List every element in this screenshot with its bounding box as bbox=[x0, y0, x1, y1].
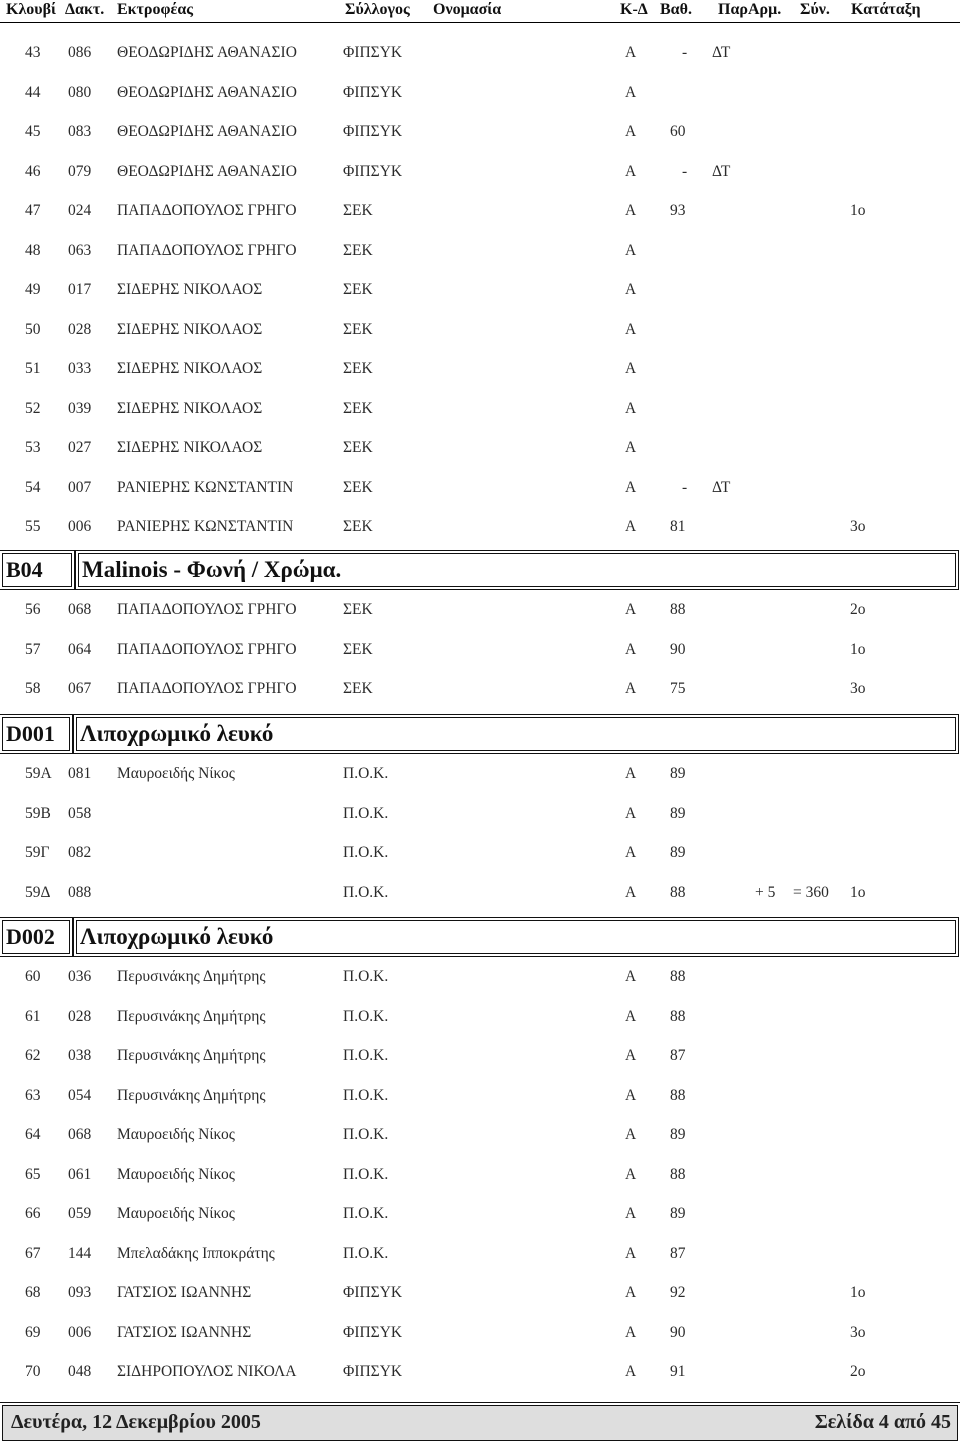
cell-rank: 2ο bbox=[850, 601, 866, 618]
cell-num: 57 bbox=[25, 641, 41, 658]
cell-kd: Α bbox=[625, 1245, 637, 1262]
table-row bbox=[0, 884, 960, 904]
page-footer bbox=[2, 1405, 958, 1441]
cell-score: 88 bbox=[670, 884, 686, 901]
table-row bbox=[0, 281, 960, 301]
section-title: Λιποχρωμικό λευκό bbox=[76, 920, 956, 954]
cell-kd: Α bbox=[625, 765, 637, 782]
cell-club: Π.Ο.Κ. bbox=[343, 884, 389, 901]
cell-total: = 360 bbox=[793, 884, 829, 901]
section-code: B04 bbox=[2, 553, 72, 587]
cell-score: 87 bbox=[670, 1245, 686, 1262]
section-title: Malinois - Φωνή / Χρώμα. bbox=[78, 553, 956, 587]
cell-ring: 079 bbox=[68, 163, 92, 180]
table-row bbox=[0, 439, 960, 459]
cell-num: 47 bbox=[25, 202, 41, 219]
cell-breeder: Περυσινάκης Δημήτρης bbox=[117, 968, 266, 985]
cell-num: 65 bbox=[25, 1166, 41, 1183]
cell-breeder: ΠΑΠΑΔΟΠΟΥΛΟΣ ΓΡΗΓΟ bbox=[117, 601, 297, 618]
cell-kd: Α bbox=[625, 805, 637, 822]
cell-breeder: ΓΑΤΣΙΟΣ ΙΩΑΝΝΗΣ bbox=[117, 1284, 252, 1301]
cell-dt: ΔΤ bbox=[712, 479, 731, 496]
cell-kd: Α bbox=[625, 360, 637, 377]
header-grade: Βαθ. bbox=[660, 1, 692, 18]
header-club: Σύλλογος bbox=[345, 1, 410, 18]
cell-score: 88 bbox=[670, 1087, 686, 1104]
cell-breeder: ΣΙΔΕΡΗΣ ΝΙΚΟΛΑΟΣ bbox=[117, 321, 263, 338]
cell-club: ΣΕΚ bbox=[343, 518, 373, 535]
cell-num: 63 bbox=[25, 1087, 41, 1104]
cell-club: ΣΕΚ bbox=[343, 680, 373, 697]
table-row bbox=[0, 641, 960, 661]
cell-ring: 144 bbox=[68, 1245, 92, 1262]
cell-ring: 068 bbox=[68, 601, 92, 618]
cell-breeder: ΘΕΟΔΩΡΙΔΗΣ ΑΘΑΝΑΣΙΟ bbox=[117, 123, 297, 140]
cell-club: ΣΕΚ bbox=[343, 400, 373, 417]
cell-ring: 033 bbox=[68, 360, 92, 377]
cell-breeder: ΘΕΟΔΩΡΙΔΗΣ ΑΘΑΝΑΣΙΟ bbox=[117, 44, 297, 61]
cell-num: 52 bbox=[25, 400, 41, 417]
header-name: Ονομασία bbox=[433, 1, 502, 18]
cell-kd: Α bbox=[625, 123, 637, 140]
cell-ring: 058 bbox=[68, 805, 92, 822]
cell-ring: 048 bbox=[68, 1363, 92, 1380]
header-arm: Αρμ. bbox=[748, 1, 782, 18]
table-row bbox=[0, 1047, 960, 1067]
cell-breeder: ΣΙΔΕΡΗΣ ΝΙΚΟΛΑΟΣ bbox=[117, 360, 263, 377]
cell-club: ΣΕΚ bbox=[343, 439, 373, 456]
table-row bbox=[0, 360, 960, 380]
cell-score: 93 bbox=[670, 202, 686, 219]
cell-kd: Α bbox=[625, 44, 637, 61]
cell-num: 70 bbox=[25, 1363, 41, 1380]
cell-breeder: ΡΑΝΙΕΡΗΣ ΚΩΝΣΤΑΝΤΙΝ bbox=[117, 479, 294, 496]
cell-ring: 082 bbox=[68, 844, 92, 861]
cell-club: Π.Ο.Κ. bbox=[343, 844, 389, 861]
cell-breeder: ΣΙΔΕΡΗΣ ΝΙΚΟΛΑΟΣ bbox=[117, 281, 263, 298]
cell-score: 89 bbox=[670, 805, 686, 822]
cell-dash: - bbox=[682, 163, 688, 180]
cell-club: Π.Ο.Κ. bbox=[343, 1126, 389, 1143]
header-breeder: Εκτροφέας bbox=[117, 1, 193, 18]
cell-club: ΣΕΚ bbox=[343, 479, 373, 496]
table-row bbox=[0, 844, 960, 864]
cell-club: Π.Ο.Κ. bbox=[343, 1245, 389, 1262]
cell-score: 88 bbox=[670, 1166, 686, 1183]
table-row bbox=[0, 242, 960, 262]
cell-ring: 027 bbox=[68, 439, 92, 456]
cell-kd: Α bbox=[625, 844, 637, 861]
cell-kd: Α bbox=[625, 1047, 637, 1064]
section-code: D001 bbox=[2, 717, 70, 751]
cell-ring: 083 bbox=[68, 123, 92, 140]
table-row bbox=[0, 202, 960, 222]
cell-num: 46 bbox=[25, 163, 41, 180]
cell-kd: Α bbox=[625, 1284, 637, 1301]
table-row bbox=[0, 400, 960, 420]
table-row bbox=[0, 163, 960, 183]
cell-ring: 093 bbox=[68, 1284, 92, 1301]
cell-kd: Α bbox=[625, 242, 637, 259]
cell-score: 75 bbox=[670, 680, 686, 697]
section-header-d001 bbox=[2, 717, 956, 751]
page-number: Σελίδα 4 από 45 bbox=[814, 1411, 951, 1433]
table-row bbox=[0, 1324, 960, 1344]
cell-score: 88 bbox=[670, 601, 686, 618]
cell-kd: Α bbox=[625, 321, 637, 338]
cell-ring: 007 bbox=[68, 479, 92, 496]
table-row bbox=[0, 1363, 960, 1383]
cell-rank: 1ο bbox=[850, 1284, 866, 1301]
cell-dt: ΔΤ bbox=[712, 44, 731, 61]
table-row bbox=[0, 321, 960, 341]
cell-ring: 028 bbox=[68, 1008, 92, 1025]
cell-kd: Α bbox=[625, 518, 637, 535]
cell-num: 64 bbox=[25, 1126, 41, 1143]
cell-kd: Α bbox=[625, 680, 637, 697]
cell-club: Π.Ο.Κ. bbox=[343, 765, 389, 782]
cell-club: Π.Ο.Κ. bbox=[343, 968, 389, 985]
cell-breeder: Περυσινάκης Δημήτρης bbox=[117, 1047, 266, 1064]
cell-ring: 081 bbox=[68, 765, 92, 782]
cell-ring: 086 bbox=[68, 44, 92, 61]
cell-club: ΦΙΠΣΥΚ bbox=[343, 44, 403, 61]
cell-num: 55 bbox=[25, 518, 41, 535]
table-row bbox=[0, 1284, 960, 1304]
cell-club: ΦΙΠΣΥΚ bbox=[343, 1284, 403, 1301]
cell-club: ΦΙΠΣΥΚ bbox=[343, 1324, 403, 1341]
section-code: D002 bbox=[2, 920, 70, 954]
cell-kd: Α bbox=[625, 601, 637, 618]
cell-breeder: ΘΕΟΔΩΡΙΔΗΣ ΑΘΑΝΑΣΙΟ bbox=[117, 84, 297, 101]
cell-club: ΦΙΠΣΥΚ bbox=[343, 1363, 403, 1380]
table-row bbox=[0, 1205, 960, 1225]
cell-club: Π.Ο.Κ. bbox=[343, 1047, 389, 1064]
cell-num: 43 bbox=[25, 44, 41, 61]
cell-breeder: ΠΑΠΑΔΟΠΟΥΛΟΣ ΓΡΗΓΟ bbox=[117, 242, 297, 259]
cell-kd: Α bbox=[625, 1166, 637, 1183]
cell-num: 58 bbox=[25, 680, 41, 697]
cell-club: ΦΙΠΣΥΚ bbox=[343, 84, 403, 101]
table-row bbox=[0, 1166, 960, 1186]
cell-num: 53 bbox=[25, 439, 41, 456]
cell-ring: 006 bbox=[68, 1324, 92, 1341]
cell-score: 90 bbox=[670, 1324, 686, 1341]
cell-ring: 028 bbox=[68, 321, 92, 338]
cell-club: ΣΕΚ bbox=[343, 321, 373, 338]
cell-score: 89 bbox=[670, 844, 686, 861]
cell-num: 59Α bbox=[25, 765, 52, 782]
cell-ring: 036 bbox=[68, 968, 92, 985]
cell-breeder: ΠΑΠΑΔΟΠΟΥΛΟΣ ΓΡΗΓΟ bbox=[117, 202, 297, 219]
table-row bbox=[0, 1126, 960, 1146]
cell-breeder: Περυσινάκης Δημήτρης bbox=[117, 1008, 266, 1025]
cell-ring: 088 bbox=[68, 884, 92, 901]
cell-dash: - bbox=[682, 44, 688, 61]
cell-club: ΣΕΚ bbox=[343, 281, 373, 298]
cell-breeder: Μαυροειδής Νίκος bbox=[117, 1205, 235, 1222]
cell-num: 59Δ bbox=[25, 884, 51, 901]
cell-breeder: ΣΙΔΕΡΗΣ ΝΙΚΟΛΑΟΣ bbox=[117, 400, 263, 417]
cell-rank: 3ο bbox=[850, 1324, 866, 1341]
table-row bbox=[0, 601, 960, 621]
cell-kd: Α bbox=[625, 202, 637, 219]
cell-ring: 080 bbox=[68, 84, 92, 101]
cell-kd: Α bbox=[625, 1126, 637, 1143]
cell-rank: 3ο bbox=[850, 518, 866, 535]
cell-breeder: Μαυροειδής Νίκος bbox=[117, 1126, 235, 1143]
cell-club: Π.Ο.Κ. bbox=[343, 1087, 389, 1104]
cell-breeder: ΘΕΟΔΩΡΙΔΗΣ ΑΘΑΝΑΣΙΟ bbox=[117, 163, 297, 180]
cell-num: 56 bbox=[25, 601, 41, 618]
cell-breeder: Μπελαδάκης Ιπποκράτης bbox=[117, 1245, 275, 1262]
cell-club: ΦΙΠΣΥΚ bbox=[343, 163, 403, 180]
cell-club: ΣΕΚ bbox=[343, 242, 373, 259]
cell-club: ΣΕΚ bbox=[343, 202, 373, 219]
cell-num: 66 bbox=[25, 1205, 41, 1222]
table-row bbox=[0, 1245, 960, 1265]
cell-score: 88 bbox=[670, 1008, 686, 1025]
table-row bbox=[0, 123, 960, 143]
cell-rank: 1ο bbox=[850, 202, 866, 219]
cell-dt: ΔΤ bbox=[712, 163, 731, 180]
header-par: Παρ bbox=[718, 1, 748, 18]
cell-kd: Α bbox=[625, 1008, 637, 1025]
cell-kd: Α bbox=[625, 163, 637, 180]
cell-club: ΣΕΚ bbox=[343, 641, 373, 658]
cell-num: 48 bbox=[25, 242, 41, 259]
table-row bbox=[0, 44, 960, 64]
cell-num: 61 bbox=[25, 1008, 41, 1025]
cell-ring: 017 bbox=[68, 281, 92, 298]
cell-num: 60 bbox=[25, 968, 41, 985]
cell-score: 88 bbox=[670, 968, 686, 985]
header-cage: Κλουβί bbox=[6, 1, 56, 18]
table-row bbox=[0, 84, 960, 104]
section-title: Λιποχρωμικό λευκό bbox=[76, 717, 956, 751]
cell-ring: 038 bbox=[68, 1047, 92, 1064]
cell-breeder: Μαυροειδής Νίκος bbox=[117, 1166, 235, 1183]
cell-breeder: ΡΑΝΙΕΡΗΣ ΚΩΝΣΤΑΝΤΙΝ bbox=[117, 518, 294, 535]
cell-club: Π.Ο.Κ. bbox=[343, 1205, 389, 1222]
cell-kd: Α bbox=[625, 1324, 637, 1341]
cell-kd: Α bbox=[625, 884, 637, 901]
footer-date: Δευτέρα, 12 Δεκεμβρίου 2005 bbox=[11, 1411, 261, 1433]
cell-extra: + 5 bbox=[755, 884, 776, 901]
cell-num: 44 bbox=[25, 84, 41, 101]
cell-score: 91 bbox=[670, 1363, 686, 1380]
cell-num: 45 bbox=[25, 123, 41, 140]
cell-club: Π.Ο.Κ. bbox=[343, 1166, 389, 1183]
cell-ring: 063 bbox=[68, 242, 92, 259]
cell-rank: 1ο bbox=[850, 884, 866, 901]
cell-breeder: ΠΑΠΑΔΟΠΟΥΛΟΣ ΓΡΗΓΟ bbox=[117, 641, 297, 658]
cell-breeder: Μαυροειδής Νίκος bbox=[117, 765, 235, 782]
cell-rank: 1ο bbox=[850, 641, 866, 658]
header-kd: Κ-Δ bbox=[620, 1, 648, 18]
table-row bbox=[0, 518, 960, 538]
cell-ring: 054 bbox=[68, 1087, 92, 1104]
cell-club: ΣΕΚ bbox=[343, 601, 373, 618]
cell-kd: Α bbox=[625, 1363, 637, 1380]
cell-kd: Α bbox=[625, 968, 637, 985]
table-row bbox=[0, 765, 960, 785]
cell-num: 50 bbox=[25, 321, 41, 338]
cell-kd: Α bbox=[625, 1087, 637, 1104]
cell-score: 92 bbox=[670, 1284, 686, 1301]
header-rank: Κατάταξη bbox=[851, 1, 921, 18]
cell-rank: 3ο bbox=[850, 680, 866, 697]
cell-ring: 006 bbox=[68, 518, 92, 535]
cell-dash: - bbox=[682, 479, 688, 496]
cell-kd: Α bbox=[625, 439, 637, 456]
cell-score: 89 bbox=[670, 765, 686, 782]
cell-kd: Α bbox=[625, 479, 637, 496]
cell-kd: Α bbox=[625, 84, 637, 101]
cell-score: 81 bbox=[670, 518, 686, 535]
cell-club: ΦΙΠΣΥΚ bbox=[343, 123, 403, 140]
cell-club: Π.Ο.Κ. bbox=[343, 805, 389, 822]
cell-ring: 064 bbox=[68, 641, 92, 658]
header-syn: Σύν. bbox=[800, 1, 830, 18]
cell-ring: 067 bbox=[68, 680, 92, 697]
table-row bbox=[0, 479, 960, 499]
cell-club: ΣΕΚ bbox=[343, 360, 373, 377]
table-row bbox=[0, 1008, 960, 1028]
section-header-b04 bbox=[2, 553, 956, 587]
header-ring: Δακτ. bbox=[65, 1, 105, 18]
cell-num: 69 bbox=[25, 1324, 41, 1341]
cell-num: 68 bbox=[25, 1284, 41, 1301]
cell-kd: Α bbox=[625, 641, 637, 658]
cell-num: 59Β bbox=[25, 805, 51, 822]
cell-num: 51 bbox=[25, 360, 41, 377]
cell-num: 59Γ bbox=[25, 844, 50, 861]
cell-num: 62 bbox=[25, 1047, 41, 1064]
cell-ring: 039 bbox=[68, 400, 92, 417]
section-header-d002 bbox=[2, 920, 956, 954]
cell-breeder: ΓΑΤΣΙΟΣ ΙΩΑΝΝΗΣ bbox=[117, 1324, 252, 1341]
table-row bbox=[0, 805, 960, 825]
cell-score: 90 bbox=[670, 641, 686, 658]
cell-breeder: ΣΙΔΕΡΗΣ ΝΙΚΟΛΑΟΣ bbox=[117, 439, 263, 456]
cell-ring: 061 bbox=[68, 1166, 92, 1183]
table-row bbox=[0, 1087, 960, 1107]
cell-score: 60 bbox=[670, 123, 686, 140]
table-row bbox=[0, 968, 960, 988]
table-row bbox=[0, 680, 960, 700]
cell-num: 54 bbox=[25, 479, 41, 496]
cell-breeder: ΣΙΔΗΡΟΠΟΥΛΟΣ ΝΙΚΟΛΑ bbox=[117, 1363, 297, 1380]
cell-score: 89 bbox=[670, 1205, 686, 1222]
cell-breeder: Περυσινάκης Δημήτρης bbox=[117, 1087, 266, 1104]
cell-club: Π.Ο.Κ. bbox=[343, 1008, 389, 1025]
cell-breeder: ΠΑΠΑΔΟΠΟΥΛΟΣ ΓΡΗΓΟ bbox=[117, 680, 297, 697]
cell-kd: Α bbox=[625, 400, 637, 417]
cell-ring: 024 bbox=[68, 202, 92, 219]
cell-num: 49 bbox=[25, 281, 41, 298]
cell-rank: 2ο bbox=[850, 1363, 866, 1380]
cell-num: 67 bbox=[25, 1245, 41, 1262]
cell-ring: 068 bbox=[68, 1126, 92, 1143]
cell-kd: Α bbox=[625, 1205, 637, 1222]
cell-kd: Α bbox=[625, 281, 637, 298]
cell-ring: 059 bbox=[68, 1205, 92, 1222]
cell-score: 89 bbox=[670, 1126, 686, 1143]
cell-score: 87 bbox=[670, 1047, 686, 1064]
